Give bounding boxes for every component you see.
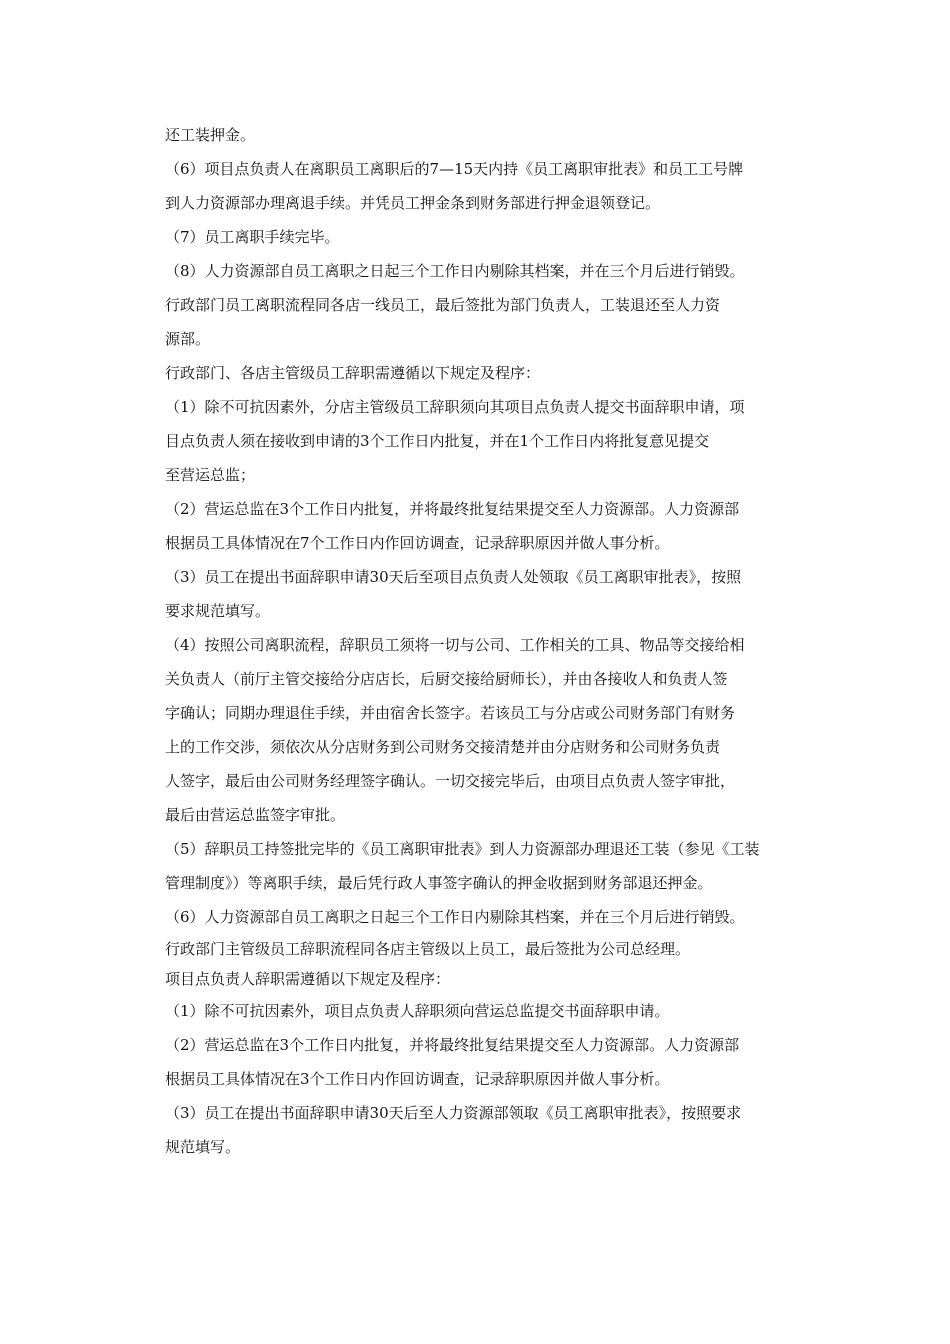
text-line: 到人力资源部办理离退手续。并凭员工押金条到财务部进行押金退领登记。 [165, 194, 661, 212]
text-line: 根据员工具体情况在3个工作日内作回访调查，记录辞职原因并做人事分析。 [165, 1070, 670, 1088]
section-heading: 项目点负责人辞职需遵循以下规定及程序： [165, 970, 451, 988]
text-line: （1）除不可抗因素外，分店主管级员工辞职须向其项目点负责人提交书面辞职申请，项 [165, 398, 745, 416]
text-line: （2）营运总监在3个工作日内批复，并将最终批复结果提交至人力资源部。人力资源部 [165, 500, 740, 518]
section-heading: 行政部门、各店主管级员工辞职需遵循以下规定及程序： [165, 364, 541, 382]
document-body [165, 118, 795, 1164]
text-line: （7）员工离职手续完毕。 [165, 228, 340, 246]
text-line: （4）按照公司离职流程，辞职员工须将一切与公司、工作相关的工具、物品等交接给相 [165, 636, 745, 654]
text-line: 关负责人（前厅主管交接给分店店长，后厨交接给厨师长），并由各接收人和负责人签 [165, 670, 728, 688]
text-line: （5）辞职员工持签批完毕的《员工离职审批表》到人力资源部办理退还工装（参见《工装 [165, 840, 760, 858]
text-line: 行政部门员工离职流程同各店一线员工，最后签批为部门负责人，工装退还至人力资 [165, 296, 721, 314]
text-line: 规范填写。 [165, 1138, 241, 1156]
text-line: 人签字，最后由公司财务经理签字确认。一切交接完毕后，由项目点负责人签字审批， [165, 772, 736, 790]
text-line: （8）人力资源部自员工离职之日起三个工作日内剔除其档案，并在三个月后进行销毁。 [165, 262, 745, 280]
text-line: （3）员工在提出书面辞职申请30天后至项目点负责人处领取《员工离职审批表》，按照 [165, 568, 742, 586]
text-line: 字确认；同期办理退住手续，并由宿舍长签字。若该员工与分店或公司财务部门有财务 [165, 704, 736, 722]
text-line: 管理制度》）等离职手续，最后凭行政人事签字确认的押金收据到财务部退还押金。 [165, 874, 713, 892]
text-line: 源部。 [165, 330, 211, 348]
text-line: 目点负责人须在接收到申请的3个工作日内批复，并在1个工作日内将批复意见提交 [165, 432, 710, 450]
text-line: （2）营运总监在3个工作日内批复，并将最终批复结果提交至人力资源部。人力资源部 [165, 1036, 740, 1054]
text-line: （1）除不可抗因素外，项目点负责人辞职须向营运总监提交书面辞职申请。 [165, 1002, 670, 1020]
text-line: （3）员工在提出书面辞职申请30天后至人力资源部领取《员工离职审批表》，按照要求 [165, 1104, 742, 1122]
text-line: 还工装押金。 [165, 126, 256, 144]
text-line: 至营运总监； [165, 466, 256, 484]
text-line: 要求规范填写。 [165, 602, 271, 620]
text-line: （6）项目点负责人在离职员工离职后的7—15天内持《员工离职审批表》和员工工号牌 [165, 160, 744, 178]
text-line: 上的工作交涉，须依次从分店财务到公司财务交接清楚并由分店财务和公司财务负责 [165, 738, 721, 756]
text-line: 最后由营运总监签字审批。 [165, 806, 346, 824]
text-line: 根据员工具体情况在7个工作日内作回访调查，记录辞职原因并做人事分析。 [165, 534, 670, 552]
text-line: 行政部门主管级员工辞职流程同各店主管级以上员工，最后签批为公司总经理。 [165, 940, 691, 958]
text-line: （6）人力资源部自员工离职之日起三个工作日内剔除其档案，并在三个月后进行销毁。 [165, 908, 745, 926]
